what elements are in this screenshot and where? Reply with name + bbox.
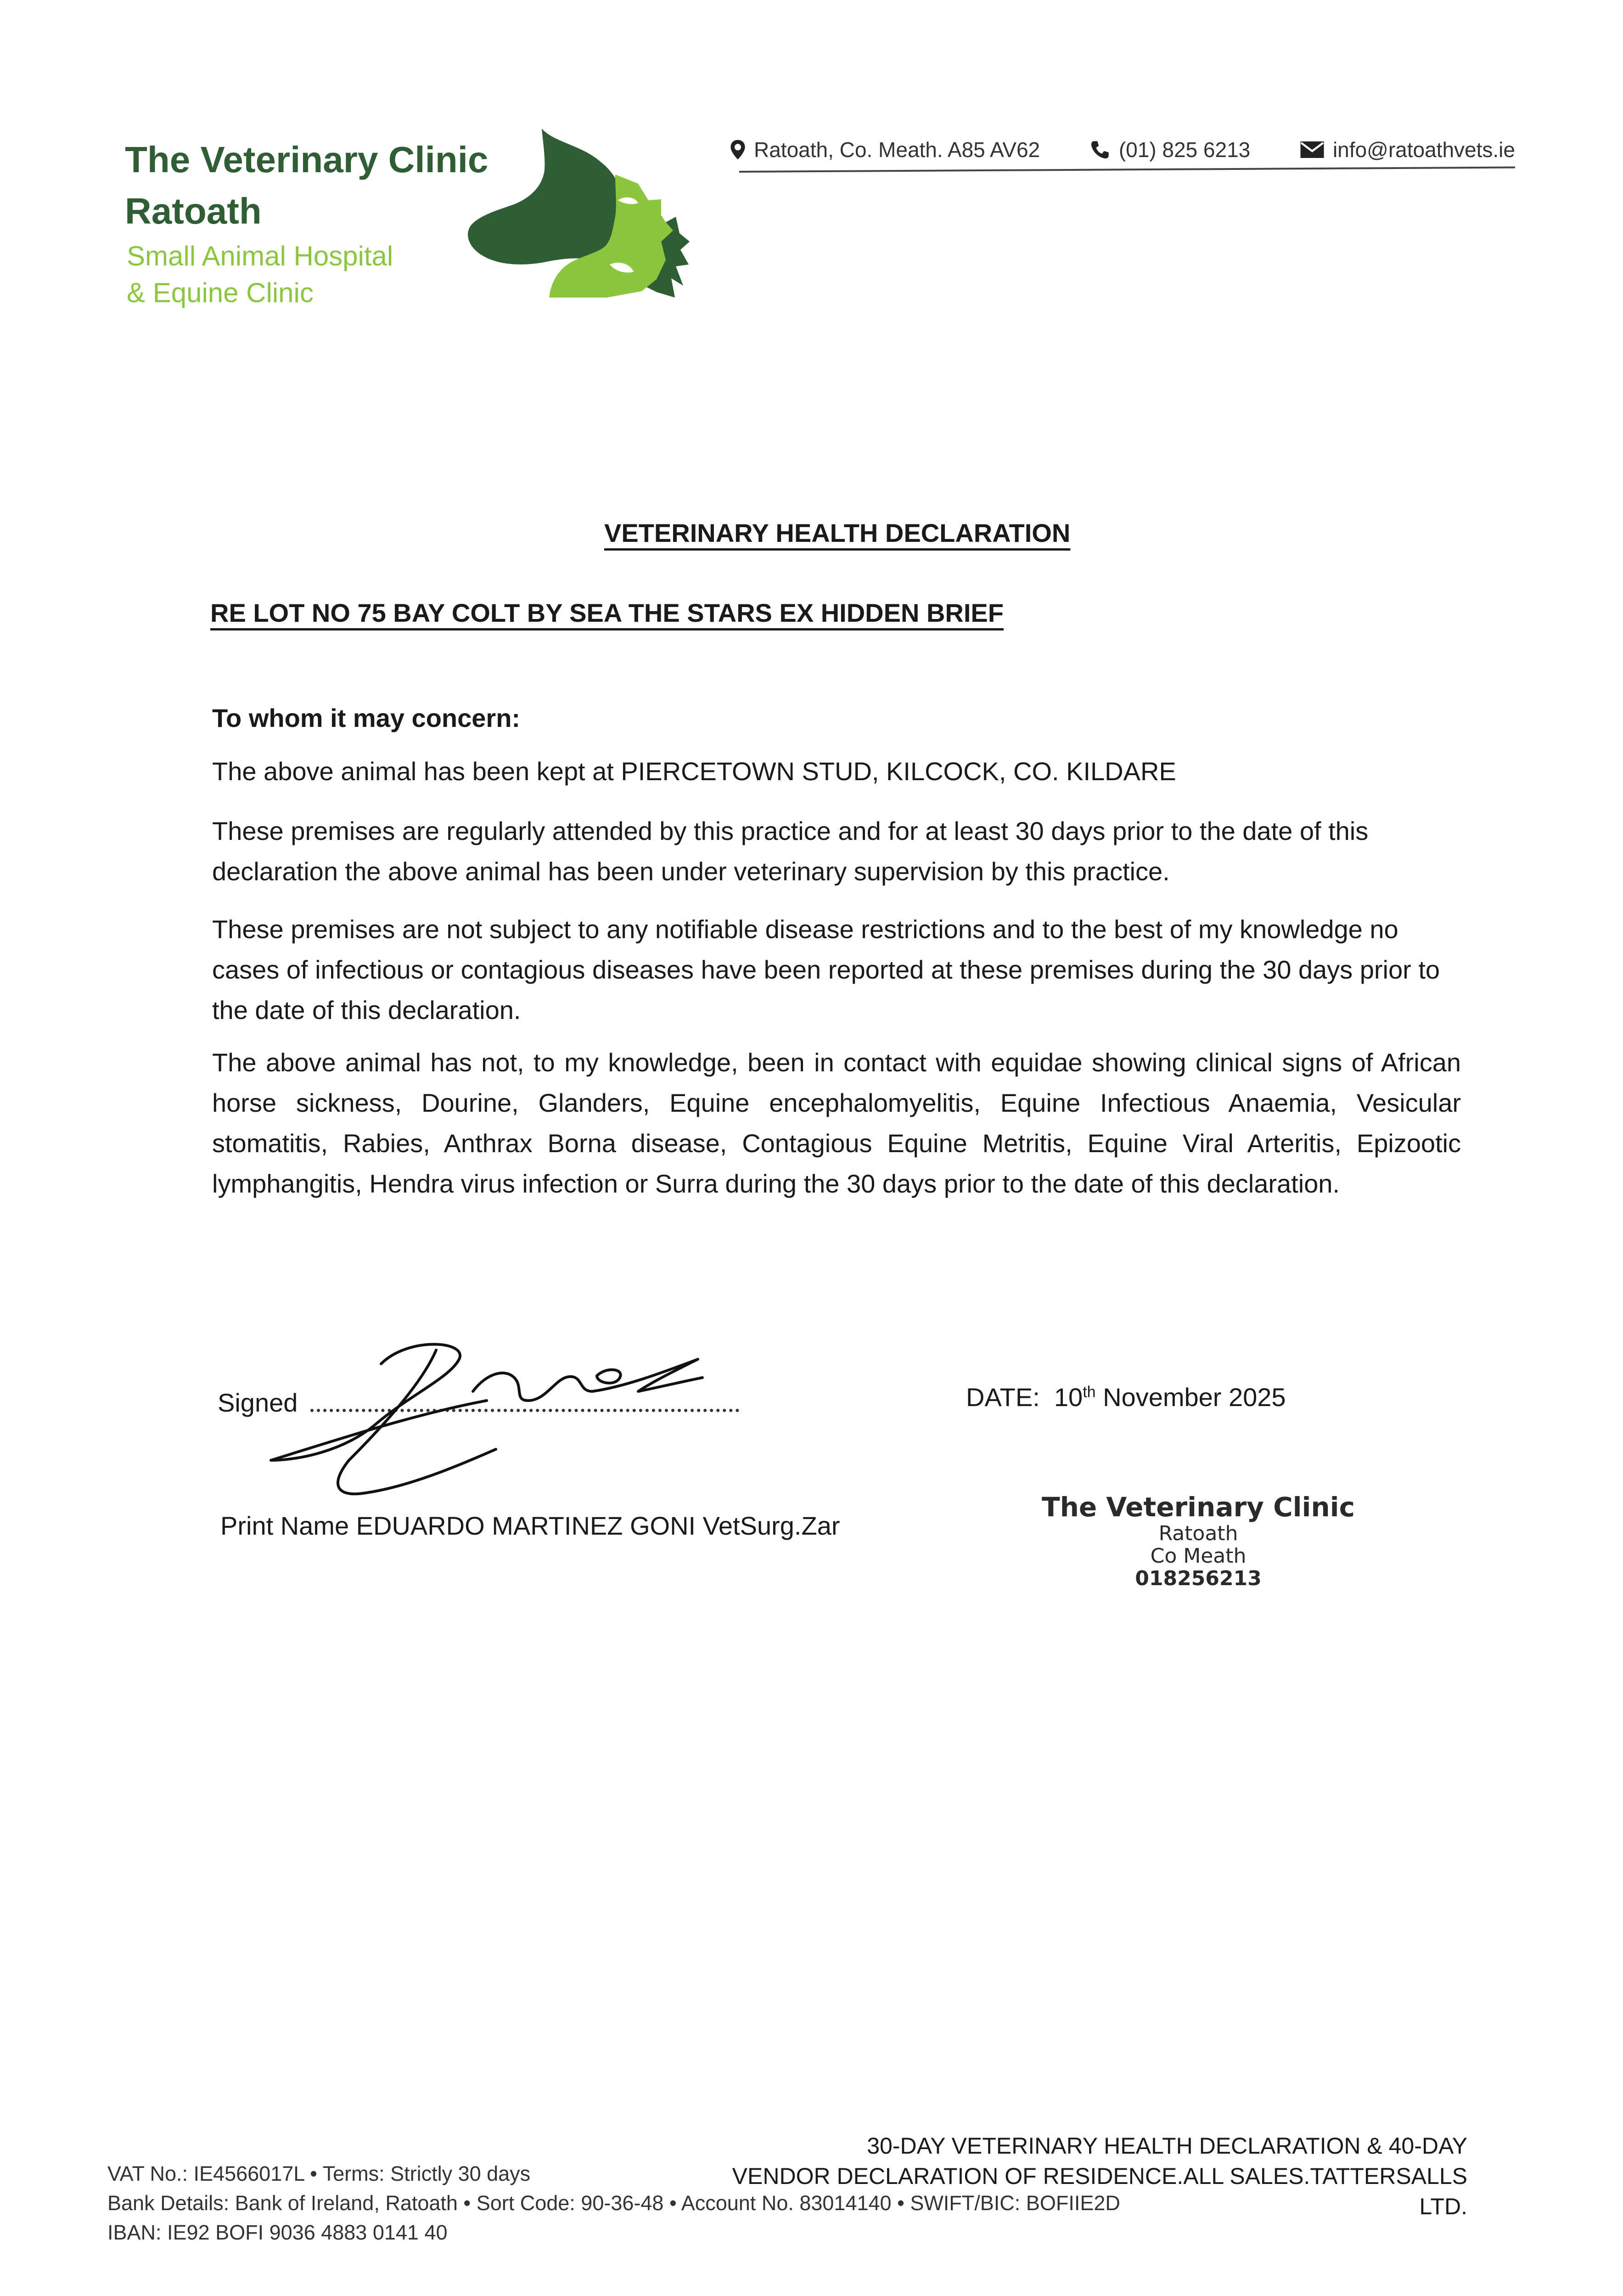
clinic-stamp: [1019, 1492, 1377, 1590]
print-name-value: EDUARDO MARTINEZ GONI VetSurg.Zar: [356, 1511, 840, 1540]
address-item: [730, 137, 1040, 162]
date-suffix: th: [1083, 1383, 1096, 1401]
email-item: [1300, 137, 1515, 162]
footer-iban: IBAN: IE92 BOFI 9036 4883 0141 40: [107, 2221, 448, 2244]
email-text: info@ratoathvets.ie: [1332, 138, 1515, 162]
paragraph-residence: The above animal has been kept at PIERCETOWN STUD, KILCOCK, CO. KILDARE: [212, 757, 1176, 786]
paragraph-supervision: These premises are regularly attended by this practice and for at least 30 days prior to the date of this declaration the above animal has been under veterinary supervision by this practice.: [212, 816, 1369, 886]
horse-dog-logo-icon: [464, 127, 693, 301]
date-label: DATE:: [966, 1383, 1040, 1412]
signed-label: Signed: [218, 1388, 298, 1417]
footer-bank: Bank Details: Bank of Ireland, Ratoath • Sort Code: 90-36-48 • Account No. 83014140 • SWIFT/BIC: BOFIIE2D: [107, 2191, 1120, 2215]
handwritten-signature: [257, 1322, 744, 1515]
clinic-name-line1: The Veterinary Clinic: [125, 139, 489, 180]
paragraph-disease-contact: The above animal has not, to my knowledge, been in contact with equidae showing clinical signs of African horse sickness, Dourine, Glanders, Equine encephalomyelitis, Equine Infectious Anaemia, Vesicular stomatitis, Rabies, Anthrax Borna disease, Contagious Equine Metritis, Equine Viral Arteritis, Epizootic lymphangitis, Hendra virus infection or Surra during the 30 days prior to the date of this declaration.: [212, 1048, 1461, 1198]
tagline-line2: & Equine Clinic: [127, 277, 314, 308]
lot-reference: RE LOT NO 75 BAY COLT BY SEA THE STARS EX HIDDEN BRIEF: [210, 598, 1004, 627]
phone-text: (01) 825 6213: [1118, 138, 1251, 162]
footer-declaration-note: [705, 2131, 1467, 2222]
stamp-line4: 018256213: [1135, 1567, 1262, 1591]
clinic-tagline: [127, 238, 393, 311]
footer-right-line1: 30-DAY VETERINARY HEALTH DECLARATION & 40-DAY: [867, 2133, 1467, 2159]
document-title: VETERINARY HEALTH DECLARATION: [604, 518, 1071, 547]
footer-right-line2: VENDOR DECLARATION OF RESIDENCE.ALL SALES.TATTERSALLS LTD.: [732, 2163, 1467, 2219]
stamp-line1: The Veterinary Clinic: [1042, 1491, 1355, 1523]
paragraph-restrictions: These premises are not subject to any notifiable disease restrictions and to the best of my knowledge no cases of infectious or contagious diseases have been reported at these premises during the 30 days prior to the date of this declaration.: [212, 915, 1440, 1024]
footer-vat: VAT No.: IE4566017L • Terms: Strictly 30 days: [107, 2162, 531, 2185]
clinic-name: [125, 134, 488, 237]
tagline-line1: Small Animal Hospital: [127, 241, 393, 271]
address-text: Ratoath, Co. Meath. A85 AV62: [754, 138, 1040, 162]
stamp-line3: Co Meath: [1150, 1544, 1247, 1568]
phone-icon: [1089, 139, 1111, 160]
stamp-line2: Ratoath: [1158, 1521, 1238, 1545]
date-line: [966, 1382, 1286, 1412]
clinic-name-line2: Ratoath: [125, 191, 262, 231]
envelope-icon: [1300, 141, 1325, 159]
date-rest: November 2025: [1103, 1383, 1286, 1412]
greeting: To whom it may concern:: [212, 703, 521, 732]
print-name-line: [220, 1511, 840, 1541]
date-day: 10: [1054, 1383, 1083, 1412]
location-pin-icon: [730, 139, 746, 160]
print-name-label: Print Name: [220, 1511, 349, 1540]
phone-item: [1089, 137, 1250, 162]
contact-bar: [730, 131, 1515, 168]
